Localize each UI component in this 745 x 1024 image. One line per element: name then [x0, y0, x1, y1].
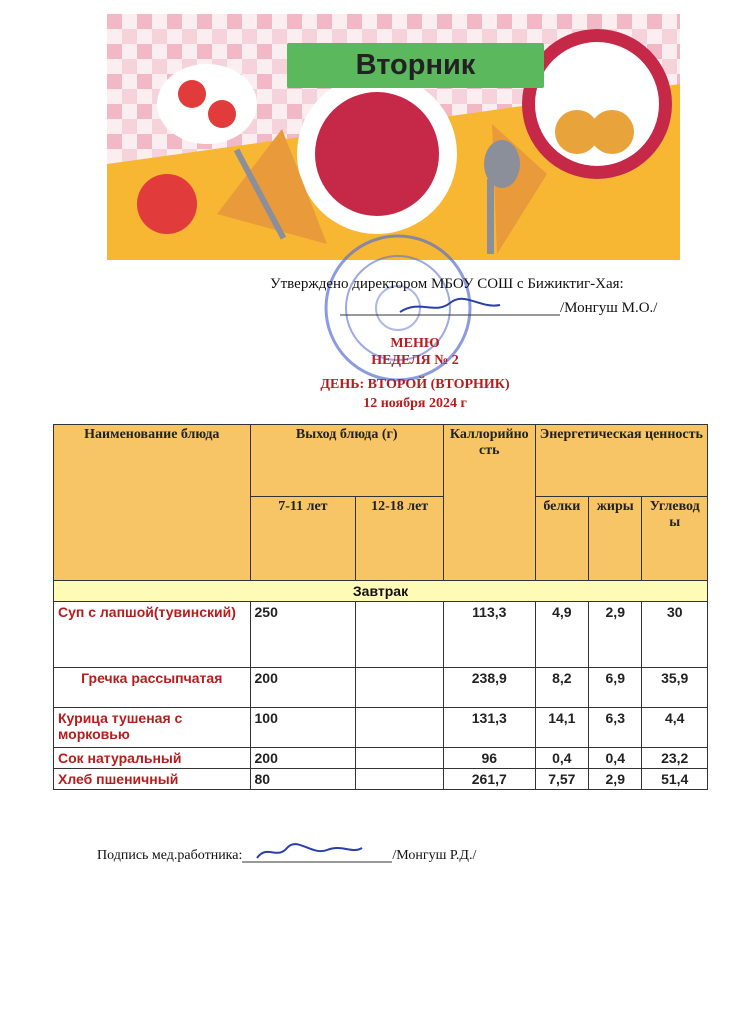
- carbs: 35,9: [642, 668, 708, 708]
- director-name: /Монгуш М.О./: [560, 300, 658, 316]
- col-header-protein: белки: [535, 497, 588, 581]
- carbs: 4,4: [642, 708, 708, 748]
- col-header-age-7-11: 7-11 лет: [250, 497, 356, 581]
- day-tag: Вторник: [287, 43, 544, 88]
- menu-date: 12 ноября 2024 г: [363, 396, 467, 411]
- calories: 113,3: [443, 602, 535, 668]
- carbs: 23,2: [642, 748, 708, 769]
- yield-7-11: 250: [250, 602, 356, 668]
- yield-7-11: 80: [250, 769, 356, 790]
- menu-banner-image: [107, 14, 680, 260]
- approval-line: Утверждено директором МБОУ СОШ с Бижиктиг-Хая:: [270, 276, 624, 292]
- carbs: 51,4: [642, 769, 708, 790]
- approval-signature-line: [340, 297, 680, 317]
- dish-name: Курица тушеная с морковью: [54, 708, 251, 748]
- yield-7-11: 100: [250, 708, 356, 748]
- col-header-calories: Каллорийность: [443, 425, 535, 581]
- col-header-yield: Выход блюда (г): [250, 425, 443, 497]
- week-number: НЕДЕЛЯ № 2: [371, 353, 459, 368]
- col-header-energy: Энергетическая ценность: [535, 425, 707, 497]
- yield-12-18: [356, 602, 444, 668]
- protein: 0,4: [535, 748, 588, 769]
- fat: 6,3: [589, 708, 642, 748]
- col-header-fat: жиры: [589, 497, 642, 581]
- medic-signature-line: [97, 842, 476, 864]
- fat: 2,9: [589, 769, 642, 790]
- dish-name: Суп с лапшой(тувинский): [54, 602, 251, 668]
- col-header-carbs: Углеводы: [642, 497, 708, 581]
- fat: 0,4: [589, 748, 642, 769]
- dish-name: Гречка рассыпчатая: [54, 668, 251, 708]
- calories: 96: [443, 748, 535, 769]
- menu-table: [53, 424, 708, 790]
- medic-label: Подпись мед.работника:: [97, 848, 243, 863]
- yield-12-18: [356, 668, 444, 708]
- calories: 238,9: [443, 668, 535, 708]
- yield-7-11: 200: [250, 668, 356, 708]
- protein: 7,57: [535, 769, 588, 790]
- yield-12-18: [356, 708, 444, 748]
- director-signature: [340, 297, 560, 317]
- medic-signature: [242, 842, 392, 864]
- table-row: [54, 769, 708, 790]
- dish-name: Хлеб пшеничный: [54, 769, 251, 790]
- protein: 8,2: [535, 668, 588, 708]
- yield-12-18: [356, 748, 444, 769]
- table-row: [54, 668, 708, 708]
- yield-7-11: 200: [250, 748, 356, 769]
- protein: 14,1: [535, 708, 588, 748]
- calories: 131,3: [443, 708, 535, 748]
- dish-name: Сок натуральный: [54, 748, 251, 769]
- day-name: ДЕНЬ: ВТОРОЙ (ВТОРНИК): [320, 377, 510, 392]
- carbs: 30: [642, 602, 708, 668]
- protein: 4,9: [535, 602, 588, 668]
- fat: 2,9: [589, 602, 642, 668]
- yield-12-18: [356, 769, 444, 790]
- meal-section-breakfast: Завтрак: [54, 581, 708, 602]
- table-row: [54, 602, 708, 668]
- medic-name: /Монгуш Р.Д./: [392, 848, 477, 863]
- menu-title: МЕНЮ: [390, 336, 440, 351]
- table-row: [54, 708, 708, 748]
- fat: 6,9: [589, 668, 642, 708]
- table-row: [54, 748, 708, 769]
- col-header-name: Наименование блюда: [54, 425, 251, 581]
- col-header-age-12-18: 12-18 лет: [356, 497, 444, 581]
- calories: 261,7: [443, 769, 535, 790]
